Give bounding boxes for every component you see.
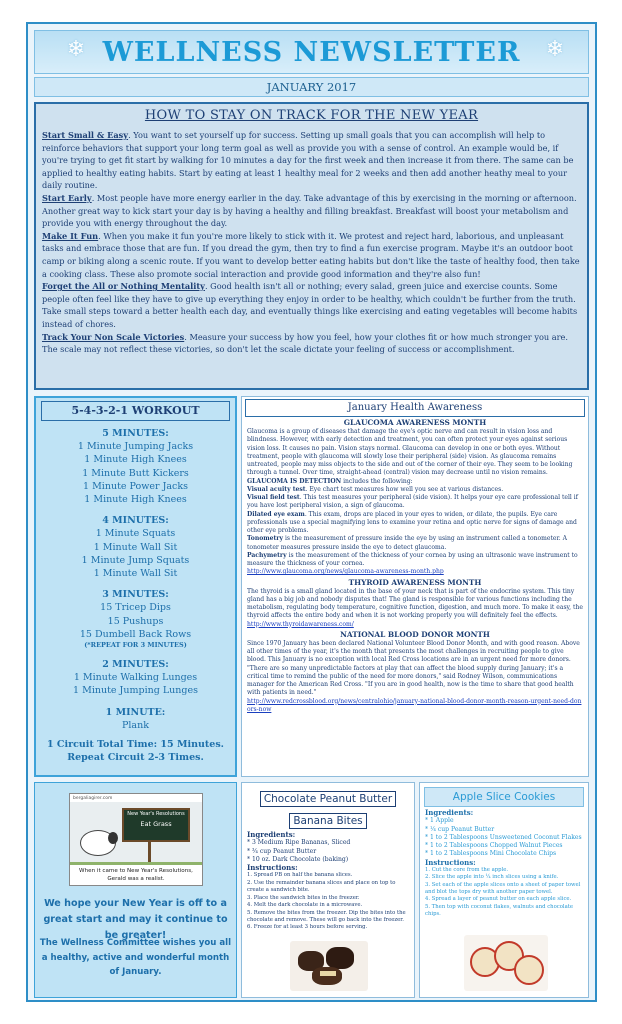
article-paragraph bbox=[42, 192, 581, 230]
test-item bbox=[247, 494, 583, 511]
glaucoma-heading: GLAUCOMA AWARENESS MONTH bbox=[343, 418, 487, 427]
banana-slice-icon bbox=[320, 971, 336, 976]
recipe-title-line: Chocolate Peanut Butter bbox=[260, 791, 396, 807]
workout-item: 1 Minute Butt Kickers bbox=[82, 467, 189, 479]
test-text: . This test measures your peripheral (side vision). It helps your eye care professional tell if you have lost peripheral vision, a sign of glaucoma. bbox=[247, 494, 578, 510]
instruction-step: 6. Freeze for at least 3 hours before serving. bbox=[247, 924, 368, 931]
resolutions-sign bbox=[122, 808, 190, 842]
repeat-note: (*REPEAT FOR 3 MINUTES) bbox=[84, 641, 187, 650]
article-paragraph bbox=[42, 230, 581, 280]
instruction-step: 2. Use the remainder banana slices and place on top to create a sandwich bite. bbox=[247, 879, 396, 894]
cartoon-caption bbox=[70, 867, 202, 883]
ingredient-item: * ¼ cup Peanut Butter bbox=[425, 825, 495, 833]
section-heading: Make It Fun bbox=[42, 230, 99, 241]
caption-line: Gerald was a realist. bbox=[107, 876, 165, 882]
ingredient-item: * 1 to 2 Tablespoons Unsweetened Coconut Flakes bbox=[425, 833, 582, 841]
recipe-apple-cookies bbox=[419, 782, 589, 998]
workout-item: 1 Minute High Knees bbox=[84, 494, 187, 506]
test-name: Tonometry bbox=[247, 535, 284, 543]
apple-cookies-photo bbox=[464, 935, 548, 991]
article-paragraph bbox=[42, 129, 581, 192]
test-name: Pachymetry bbox=[247, 551, 287, 559]
test-item bbox=[247, 486, 583, 494]
workout-item: 15 Dumbell Back Rows bbox=[79, 628, 192, 640]
blood-donor-paragraph: Since 1970 January has been declared National Volunteer Blood Donor Month, and with good reason. Above all other times of the year, it's the month that presents the most challenges in recruiting people to give blood. This January is no exception with local Red Cross locations are in an urgent need for more donors. "There are so many unpredictable factors at play that can affect the blood supply during January; it's a critical time to remind the public of the need for more donors," said Rodney Wilson, communications manager for the American Red Cross. "If you are in good health, now is the time to share that good health with patients in need." bbox=[247, 639, 580, 697]
test-text: . Eye chart test measures how well you see at various distances. bbox=[305, 485, 504, 493]
test-name: Visual acuity test bbox=[247, 485, 306, 493]
section-text: . When you make it fun you're more likely to stick with it. We protest and reject hard, laborious, and unpleasant tasks and embrace those that are fun. If you dread the gym, then try to find a fun exercise program. Maybe it's an outdoor boot camp or biking along a scenic route. If you want to develop better eating habits but don't like the taste of healthy food, then take a cooking class. These also promote social interaction and provide good information and they're also fun! bbox=[42, 230, 580, 279]
section-heading: Start Small & Easy bbox=[42, 130, 129, 140]
detection-line bbox=[247, 478, 583, 486]
recipe-title bbox=[242, 787, 414, 831]
glaucoma-paragraph: Glaucoma is a group of diseases that damage the eye's optic nerve and can result in vision loss and blindness. However, with early detection and treatment, you can often protect your eyes against serious vision loss. It causes no pain. Vision stays normal. Glaucoma can develop in one or both eyes. Without treatment, people with glaucoma will slowly lose their peripheral (side) vision. As glaucoma remains untreated, people may miss objects to the side and out of the corner of their eye. They seem to be looking through a tunnel. Over time, straight-ahead (central) vision may decrease until no vision remains. bbox=[247, 428, 573, 477]
workout-item: 1 Minute Wall Sit bbox=[93, 541, 178, 553]
workout-item: 1 Minute Jumping Jacks bbox=[77, 441, 194, 453]
section-heading: Start Early bbox=[42, 192, 92, 203]
test-item bbox=[247, 511, 583, 536]
apple-slice-icon bbox=[514, 955, 544, 985]
section-text: . Measure your success by how you feel, how your clothes fit or how much stronger you are. The scale may not reflect these victories, so don't let the scale dictate your feeling of success or accomplishment. bbox=[42, 331, 568, 355]
sheep-head-icon bbox=[108, 832, 118, 844]
section-text: . Most people have more energy earlier in the day. Take advantage of this by exercising in the morning or afternoon. Another great way to kick start your day is by having a healthy and filling breakfast. Breakfast will boost your metabolism and provide you with energy throughout the day. bbox=[42, 192, 577, 229]
chocolate-bite-icon bbox=[312, 967, 342, 985]
newsletter-title: WELLNESS NEWSLETTER bbox=[102, 37, 521, 68]
instruction-step: 5. Remove the bites from the freezer. Dip the bites into the chocolate and remove. These will go back into the freezer. bbox=[247, 909, 406, 923]
instruction-step: 1. Spread PB on half the banana slices. bbox=[247, 872, 353, 879]
article-paragraph bbox=[42, 280, 581, 330]
test-text: . This exam, drops are placed in your eyes to widen, or dilate, the pupils. Eye care professionals use a special magnifying lens to examine your retina and optic nerve for signs of damage and other eye problems. bbox=[247, 510, 577, 534]
workout-group-heading: 4 MINUTES: bbox=[102, 515, 169, 527]
ingredient-item: * 1 to 2 Tablespoons Mini Chocolate Chips bbox=[425, 850, 557, 858]
test-name: Dilated eye exam bbox=[247, 510, 305, 518]
header-banner bbox=[34, 30, 589, 74]
instruction-step: 5. Then top with coconut flakes, walnuts and chocolate chips. bbox=[425, 903, 574, 917]
recipe-title-line: Banana Bites bbox=[289, 813, 366, 829]
test-text: is the measurement of the thickness of your cornea by using an ultrasonic wave instrument to measure the thickness of your cornea. bbox=[247, 551, 578, 567]
recipe-body bbox=[420, 809, 588, 918]
cartoon-site: bergaliagirer.com bbox=[73, 796, 113, 801]
workout-item: 1 Minute Squats bbox=[95, 528, 176, 540]
workout-item: 1 Minute High Knees bbox=[84, 454, 187, 466]
snowflake-icon: ❄ bbox=[66, 37, 86, 62]
test-item bbox=[247, 552, 583, 569]
health-awareness-panel bbox=[241, 396, 589, 777]
instruction-step: 2. Slice the apple into ¼ inch slices using a knife. bbox=[425, 874, 559, 881]
instruction-step: 3. Set each of the apple slices onto a sheet of paper towel and blot the tops dry with another paper towel. bbox=[425, 881, 581, 895]
recipe-title: Apple Slice Cookies bbox=[424, 787, 584, 807]
workout-item: Plank bbox=[122, 719, 149, 731]
ingredient-item: * 10 oz. Dark Chocolate (baking) bbox=[247, 855, 349, 863]
workout-item: 1 Minute Jump Squats bbox=[81, 554, 190, 566]
sign-text: Eat Grass bbox=[140, 820, 172, 828]
workout-item: 1 Minute Jumping Lunges bbox=[73, 685, 198, 697]
circuit-repeat: Repeat Circuit 2-3 Times. bbox=[67, 752, 204, 764]
workout-item: 1 Minute Wall Sit bbox=[93, 568, 178, 580]
article-body bbox=[36, 129, 587, 356]
circuit-total: 1 Circuit Total Time: 15 Minutes. bbox=[46, 739, 224, 751]
thyroid-link[interactable]: http://www.thyroidawareness.com/ bbox=[247, 620, 354, 628]
workout-item: 15 Pushups bbox=[107, 615, 164, 627]
snowflake-icon: ❄ bbox=[545, 37, 565, 62]
detection-label: GLAUCOMA IS DETECTION bbox=[247, 477, 342, 485]
blood-donor-heading: NATIONAL BLOOD DONOR MONTH bbox=[340, 629, 490, 639]
instruction-step: 3. Place the sandwich bites in the freezer. bbox=[247, 894, 360, 901]
section-heading: Track Your Non Scale Victories bbox=[42, 331, 185, 342]
glaucoma-link[interactable]: http://www.glaucoma.org/news/glaucoma-awareness-month.php bbox=[247, 568, 444, 576]
detection-text: includes the following: bbox=[341, 477, 413, 485]
workout-list bbox=[36, 427, 235, 764]
workout-panel bbox=[34, 396, 237, 777]
main-article bbox=[34, 102, 589, 390]
sign-title: New Year's Resolutions bbox=[127, 811, 185, 817]
instructions-label: Instructions: bbox=[425, 857, 476, 867]
section-text: . You want to set yourself up for success. Setting up small goals that you can accomplish will help to reinforce behaviors that support your long term goal as well as provide you with a sense of control. An example would be, if you're trying to get fit start by walking for 10 minutes a day for the first week and then increase it from there. The same can be applied to healthy eating habits. Start by eating at least 1 healthy meal for 2 weeks and then add another heathy meal to your daily routine. bbox=[42, 130, 574, 191]
workout-item: 1 Minute Power Jacks bbox=[83, 480, 188, 492]
recipe-body bbox=[242, 831, 414, 932]
chocolate-bite-icon bbox=[326, 947, 354, 969]
workout-title: 5-4-3-2-1 WORKOUT bbox=[41, 401, 230, 421]
workout-group-heading: 1 MINUTE: bbox=[105, 706, 166, 718]
workout-item: 15 Tricep Dips bbox=[100, 602, 171, 614]
wish-line-2: The Wellness Committee wishes you all a healthy, active and wonderful month of January. bbox=[39, 938, 232, 977]
ingredients-label: Ingredients: bbox=[425, 808, 474, 817]
issue-date: JANUARY 2017 bbox=[34, 77, 589, 97]
article-paragraph bbox=[42, 331, 581, 356]
health-title: January Health Awareness bbox=[245, 399, 585, 417]
newsletter-page bbox=[26, 22, 597, 1002]
instruction-step: 4. Melt the dark chocolate in a microwave. bbox=[247, 902, 363, 909]
workout-group-heading: 3 MINUTES: bbox=[102, 589, 169, 601]
caption-line: When it came to New Year's Resolutions, bbox=[79, 868, 193, 874]
test-name: Visual field test bbox=[247, 494, 300, 501]
workout-item: 1 Minute Walking Lunges bbox=[73, 672, 198, 684]
article-title: HOW TO STAY ON TRACK FOR THE NEW YEAR bbox=[144, 108, 479, 123]
wishes-panel bbox=[34, 782, 237, 998]
sheep-cartoon bbox=[69, 793, 203, 886]
workout-group-heading: 2 MINUTES: bbox=[102, 659, 169, 671]
recipe-banana-bites bbox=[241, 782, 415, 998]
health-body bbox=[242, 418, 588, 714]
grass-strip bbox=[70, 862, 202, 865]
test-item bbox=[247, 535, 583, 552]
ingredient-item: * 1 to 2 Tablespoons Chopped Walnut Pieces bbox=[425, 842, 563, 850]
workout-group-heading: 5 MINUTES: bbox=[102, 428, 169, 439]
blood-donor-link[interactable]: http://www.redcrossblood.org/news/centralohio/january-national-blood-donor-month-reason-urgent-need-donors-now bbox=[247, 697, 582, 713]
ingredient-item: * 3 Medium Ripe Bananas, Sliced bbox=[247, 839, 351, 847]
thyroid-paragraph: The thyroid is a small gland located in the base of your neck that is part of the endocrine system. This tiny gland has a big job and nobody disputes that! The gland is responsible for various functions including the metabolism, regulating body temperature, cognitive function, digestion, and much more. To make it easy, the thyroid affects the entire body and when it is not working properly you will definitely feel the effects. bbox=[247, 587, 583, 620]
ingredient-item: * 1 Apple bbox=[425, 817, 454, 825]
sign-post bbox=[148, 842, 151, 864]
banana-bites-photo bbox=[290, 941, 368, 991]
instruction-step: 4. Spread a layer of peanut butter on each apple slice. bbox=[425, 896, 572, 903]
instructions-label: Instructions: bbox=[247, 863, 298, 873]
section-text: . Good health isn't all or nothing; every salad, green juice and exercise counts. Some people often feel like they have to give up everything they enjoy in order to be healthy, which couldn't be further from the truth. Take small steps toward a better health each day, and eventually things like exercising and eating vegetables will become habits instead of chores. bbox=[42, 281, 578, 329]
instruction-step: 1. Cut the core from the apple. bbox=[425, 867, 509, 874]
ingredient-item: * ¾ cup Peanut Butter bbox=[247, 847, 317, 855]
test-text: is the measurement of pressure inside the eye by using an instrument called a tonometer. A tonometer measures pressure inside the eye to detect glaucoma. bbox=[247, 535, 567, 551]
section-heading: Forget the All or Nothing Mentality bbox=[42, 281, 205, 292]
ingredients-label: Ingredients: bbox=[247, 830, 296, 839]
thyroid-heading: THYROID AWARENESS MONTH bbox=[348, 577, 482, 587]
wish-line-1: We hope your New Year is off to a great start and may it continue to be greater! bbox=[43, 898, 228, 941]
